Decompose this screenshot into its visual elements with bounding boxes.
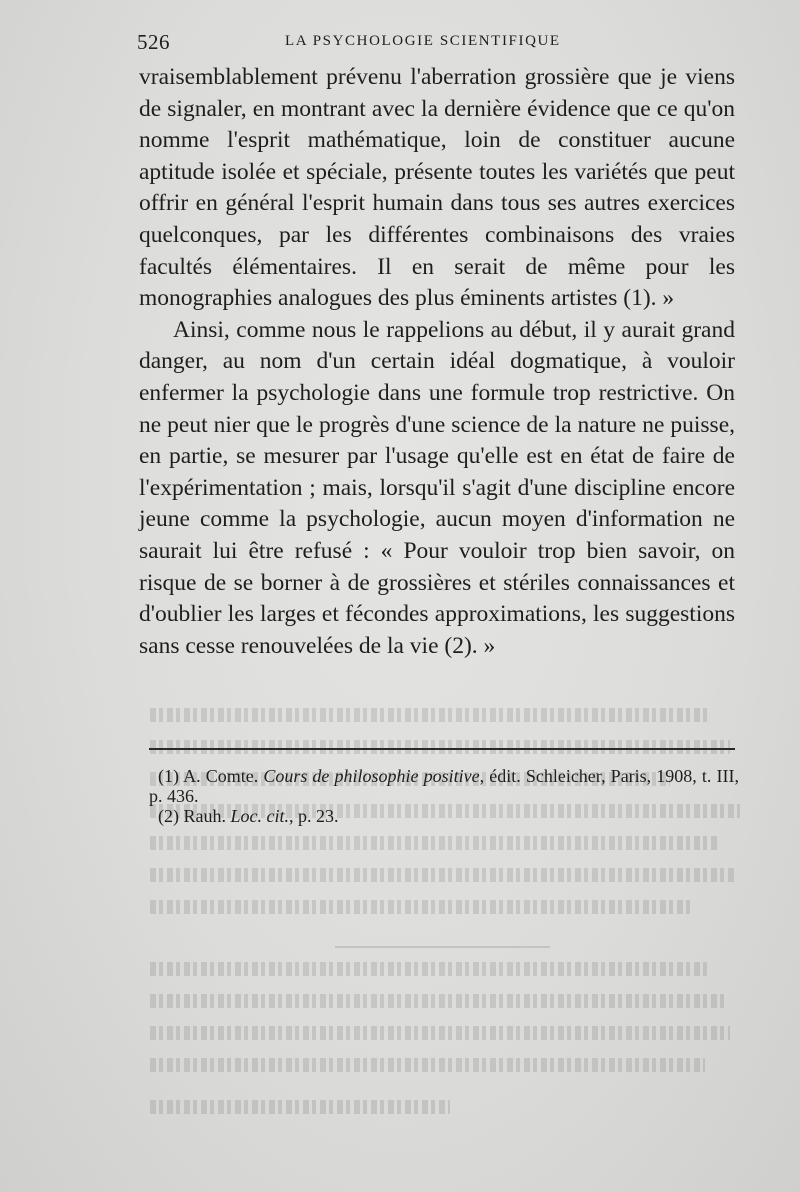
show-through-text bbox=[150, 700, 750, 1130]
paragraph: Ainsi, comme nous le rappelions au début, il y aurait grand danger, au nom d'un certain idéal dogmatique, à vouloir enfermer la psychologie dans une formule trop restrictive. On ne peut nier que le progrès d'une science de la nature ne puisse, en partie, se mesurer par l'usage qu'elle est en état de faire de l'expérimentation ; mais, lorsqu'il s'agit d'une discipline encore jeune comme la psychologie, aucun moyen d'information ne saurait lui être refusé : « Pour vouloir trop bien savoir, on risque de se borner à de grossières et stériles connaissances et d'oublier les larges et fécondes approximations, les suggestions sans cesse renouvelées de la vie (2). » bbox=[139, 316, 735, 659]
paragraph-continued: vraisemblablement prévenu l'aberration grossière que je viens de signaler, en montrant avec la dernière évidence que ce qu'on nomme l'esprit mathématique, loin de constituer aucune aptitude isolée et spéciale, présente toutes les variétés que peut offrir en général l'esprit humain dans tous ses autres exercices quelconques, par les différentes combinaisons des vraies facultés élémentaires. Il en serait de même pour les monographies analogues des plus éminents artistes (1). » bbox=[139, 64, 735, 312]
footnote-1-lead: (1) A. Comte. bbox=[158, 766, 264, 786]
footnote-2-lead: (2) Rauh. bbox=[158, 806, 231, 826]
footnote-1-title: Cours de philosophie positive bbox=[263, 766, 480, 786]
main-text bbox=[139, 62, 735, 662]
running-title: LA PSYCHOLOGIE SCIENTIFIQUE bbox=[285, 33, 561, 49]
footnote-1-tail: , édit. Schleicher, Paris, 1908, t. III, p. 436. bbox=[149, 766, 739, 806]
page-number: 526 bbox=[137, 30, 170, 54]
footnote-2 bbox=[149, 806, 739, 826]
footnote-1 bbox=[149, 766, 739, 806]
page-header bbox=[137, 30, 737, 58]
footnote-2-tail: , p. 23. bbox=[288, 806, 339, 826]
footnote-rule bbox=[149, 748, 735, 750]
footnotes bbox=[149, 766, 739, 826]
footnote-2-title: Loc. cit. bbox=[230, 806, 289, 826]
show-through-rule bbox=[335, 946, 550, 948]
